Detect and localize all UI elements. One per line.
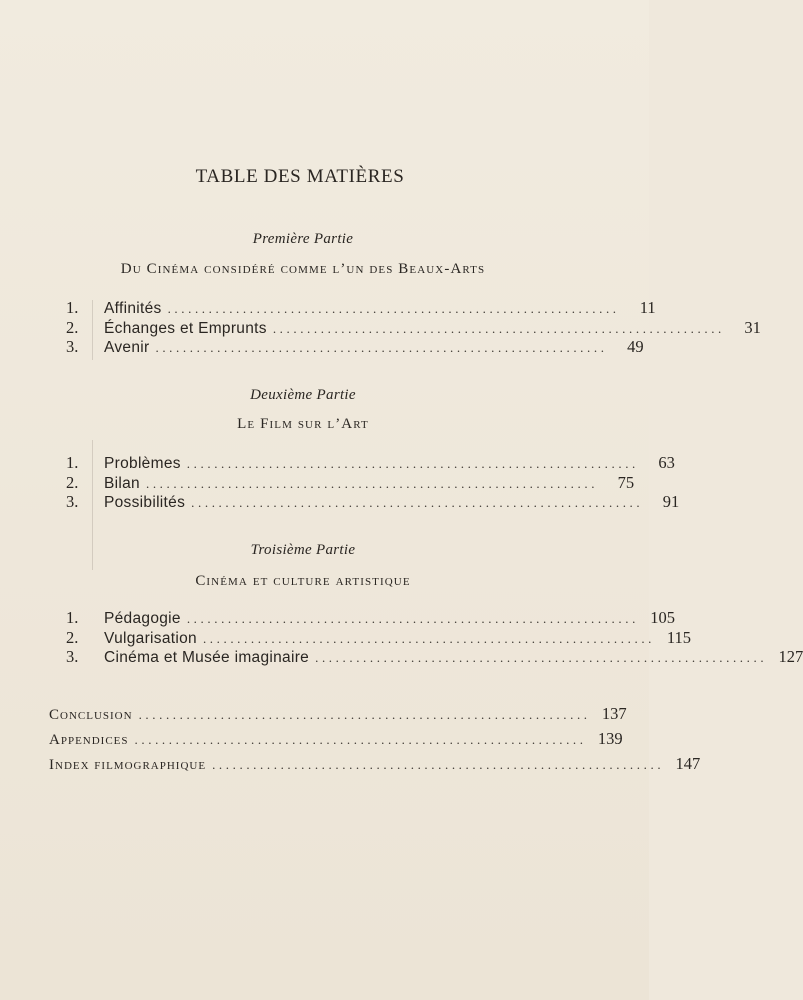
entry-title: Avenir — [104, 339, 150, 356]
entry-page: 49 — [627, 337, 644, 356]
dot-leader: .................................................................. — [134, 732, 587, 747]
entry-page: 127 — [778, 647, 803, 666]
part-entries — [66, 453, 680, 512]
entry-title: Appendices — [49, 732, 129, 748]
entry-title: Cinéma et Musée imaginaire — [104, 649, 310, 666]
part-heading: Cinéma et culture artistique — [195, 573, 411, 589]
dot-leader: .................................................................. — [138, 707, 591, 722]
part-heading: Du Cinéma considéré comme l’un des Beaux-Arts — [120, 261, 486, 277]
dot-leader: .................................................................. — [191, 495, 644, 510]
toc-entry[interactable] — [66, 647, 803, 667]
dot-leader: .................................................................. — [315, 650, 768, 665]
entry-number: 3. — [66, 337, 79, 356]
entry-title: Vulgarisation — [104, 629, 197, 647]
toc-entry[interactable] — [66, 608, 675, 628]
entry-page: 115 — [666, 627, 692, 647]
toc-entry-index[interactable] — [49, 754, 701, 779]
entry-title: Conclusion — [49, 707, 133, 723]
toc-entry[interactable] — [66, 627, 692, 648]
entry-page: 147 — [675, 754, 701, 773]
part-heading: Le Film sur l’Art — [237, 416, 369, 432]
entry-page: 75 — [617, 472, 635, 492]
part-label: Deuxième Partie — [250, 387, 356, 403]
dot-leader: .................................................................. — [186, 611, 639, 626]
entry-number: 2. — [66, 317, 79, 337]
entry-page: 137 — [601, 704, 627, 723]
entry-page: 11 — [639, 298, 656, 317]
toc-entry[interactable] — [66, 317, 761, 338]
entry-page: 63 — [658, 453, 675, 472]
dot-leader: .................................................................. — [145, 475, 599, 491]
entry-number: 3. — [66, 492, 79, 511]
entry-number: 1. — [66, 298, 79, 317]
toc-entry[interactable] — [66, 298, 656, 318]
toc-entry[interactable] — [66, 472, 635, 493]
dot-leader: .................................................................. — [212, 757, 665, 772]
entry-number: 2. — [66, 472, 79, 492]
dot-leader: .................................................................. — [167, 301, 620, 316]
part-entries — [66, 608, 803, 667]
toc-entry[interactable] — [66, 492, 680, 512]
toc-entry[interactable] — [66, 453, 675, 473]
entry-title: Possibilités — [104, 494, 186, 511]
dot-leader: .................................................................. — [272, 320, 725, 336]
dot-leader: .................................................................. — [202, 630, 656, 646]
part-entries — [66, 298, 761, 357]
entry-title: Bilan — [104, 474, 140, 492]
entry-title: Index filmographique — [49, 757, 207, 773]
entry-title: Pédagogie — [104, 610, 181, 627]
entry-page: 91 — [662, 492, 680, 511]
toc-entry-conclusion[interactable] — [49, 704, 627, 729]
toc-entry-appendices[interactable] — [49, 729, 623, 754]
part-label: Première Partie — [252, 231, 354, 247]
entry-title: Affinités — [104, 300, 162, 317]
entry-title: Échanges et Emprunts — [104, 319, 267, 337]
dot-leader: .................................................................. — [186, 456, 639, 471]
toc-entry[interactable] — [66, 337, 644, 357]
entry-page: 31 — [744, 317, 761, 337]
entry-number: 3. — [66, 647, 79, 666]
entry-number: 2. — [66, 627, 79, 647]
back-matter — [49, 704, 701, 779]
entry-number: 1. — [66, 608, 79, 627]
page-title: TABLE DES MATIÈRES — [195, 166, 405, 187]
part-label: Troisième Partie — [250, 542, 356, 558]
entry-number: 1. — [66, 453, 79, 472]
dot-leader: .................................................................. — [155, 340, 608, 355]
entry-page: 139 — [597, 729, 623, 748]
entry-title: Problèmes — [104, 455, 181, 472]
entry-page: 105 — [650, 608, 675, 627]
